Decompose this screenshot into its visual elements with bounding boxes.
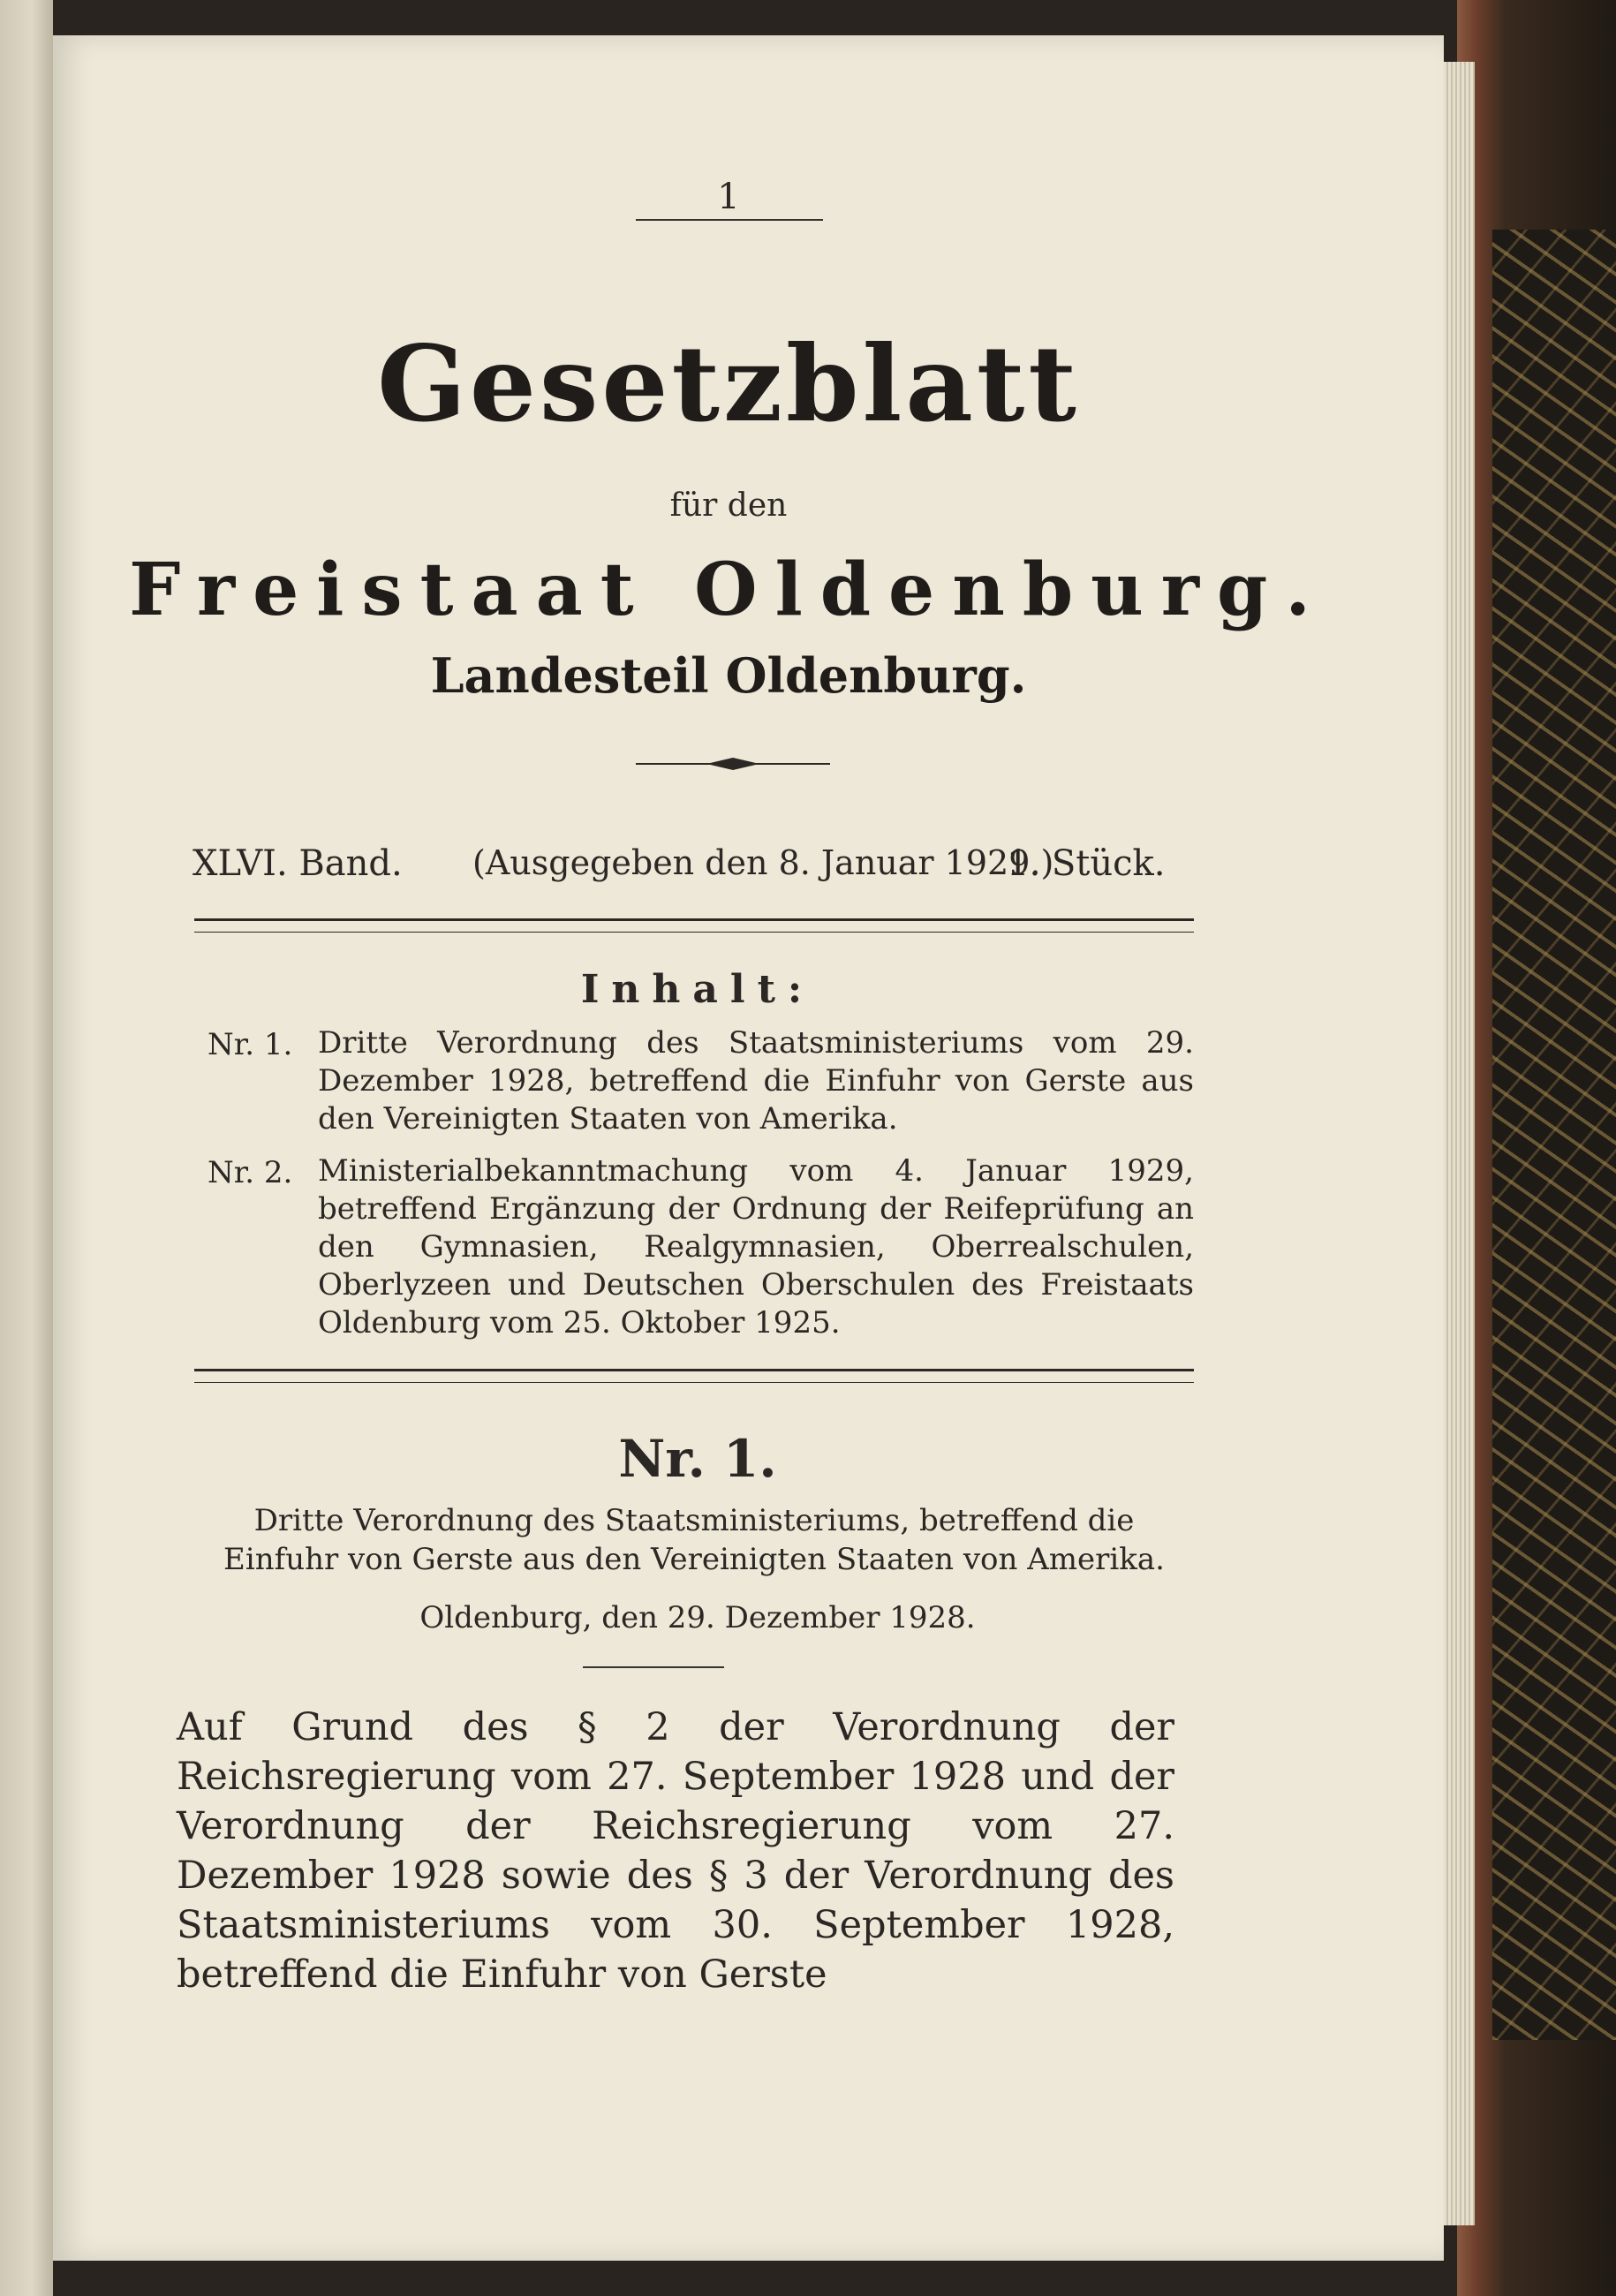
decree-title: Dritte Verordnung des Staatsministeriums, betreffend die Einfuhr von Gerste aus den Vereinigten Staaten von Amerika.: [223, 1503, 1165, 1577]
toc-item-text: Ministerialbekanntmachung vom 4. Januar 1929, betreffend Ergänzung der Ordnung der Reifeprüfung an den Gymnasien, Realgymnasien, Oberrealschulen, Oberlyzeen und Deutschen Oberschulen des Freistaats Oldenburg vom 25. Oktober 1925.: [318, 1153, 1194, 1341]
double-rule-top: [194, 918, 1194, 933]
volume-label: XLVI. Band.: [193, 843, 403, 884]
gazette-for-the: für den: [669, 487, 788, 524]
contents-heading: Inhalt:: [580, 967, 815, 1012]
gazette-title: Gesetzblatt: [377, 322, 1080, 445]
toc-item-nr: Nr. 1.: [208, 1027, 293, 1062]
decree-heading: Nr. 1.: [618, 1429, 777, 1489]
double-rule-bottom: [194, 1369, 1194, 1383]
page-number: 1: [717, 177, 740, 217]
facing-page-edge: [0, 0, 53, 2296]
toc-item-nr: Nr. 2.: [208, 1155, 293, 1190]
gazette-state: Freistaat Oldenburg.: [129, 548, 1328, 632]
gazette-region: Landesteil Oldenburg.: [430, 647, 1027, 704]
ornament-divider: [636, 755, 830, 773]
piece-number: 1. Stück.: [1007, 843, 1166, 884]
issued-date: (Ausgegeben den 8. Januar 1929.): [472, 843, 1054, 882]
decree-rule: [583, 1666, 724, 1668]
document-page: [53, 35, 1444, 2261]
decree-body: Auf Grund des § 2 der Verordnung der Reichsregierung vom 27. September 1928 und der Verordnung der Reichsregierung vom 27. Dezember 1928 sowie des § 3 der Verordnung des Staatsministeriums vom 30. September 1928, betreffend die Einfuhr von Gerste: [177, 1705, 1174, 1997]
toc-item-text: Dritte Verordnung des Staatsministeriums vom 29. Dezember 1928, betreffend die Einfuhr von Gerste aus den Vereinigten Staaten von Amerika.: [318, 1025, 1194, 1137]
page-number-rule: [636, 219, 823, 221]
decree-place-date: Oldenburg, den 29. Dezember 1928.: [419, 1600, 976, 1635]
marbled-cover: [1492, 230, 1616, 2040]
